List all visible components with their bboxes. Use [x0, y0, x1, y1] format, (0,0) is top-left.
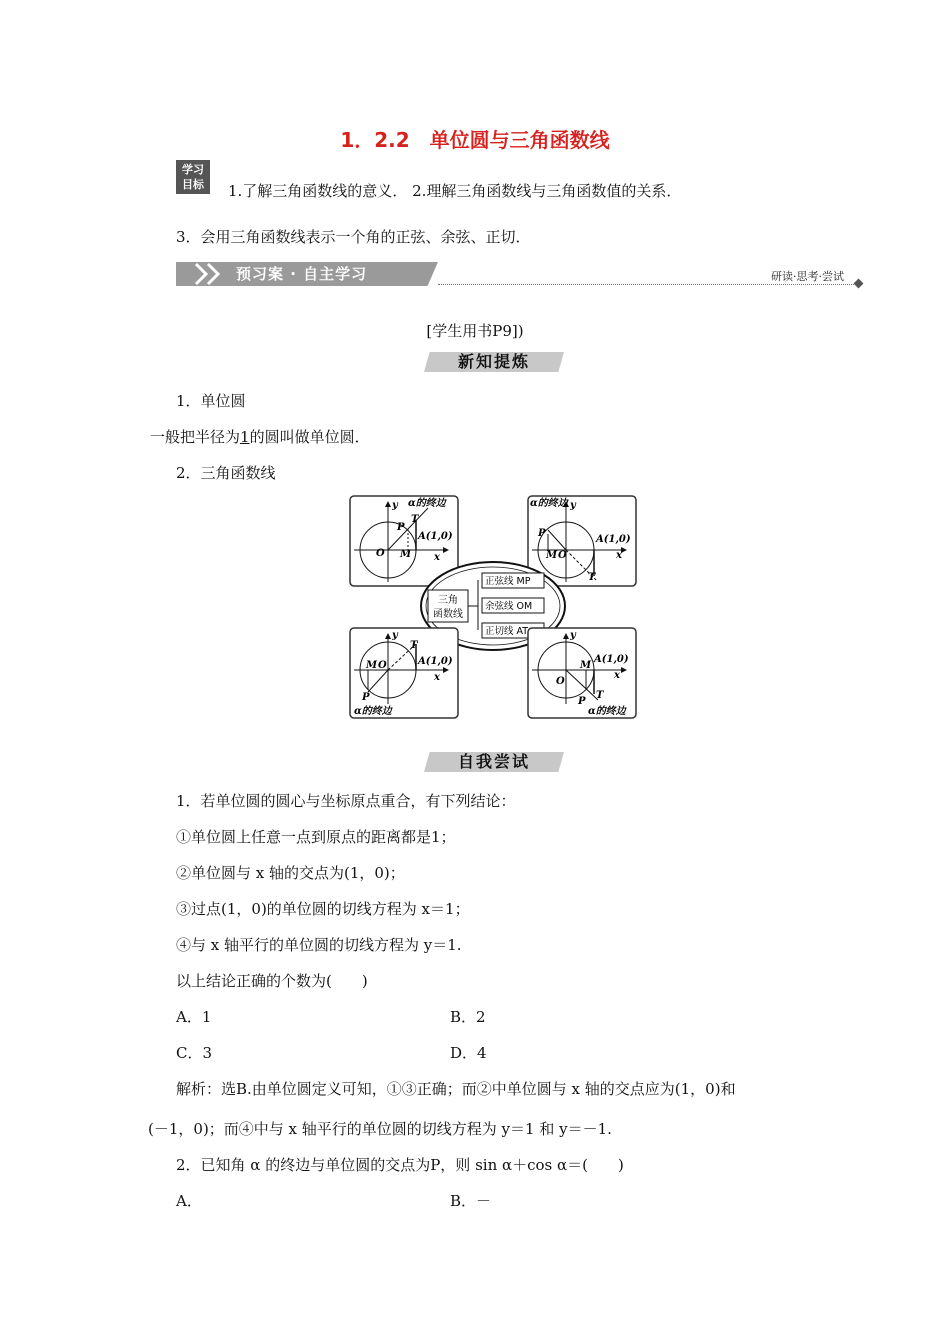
svg-text:O: O — [376, 548, 385, 559]
svg-text:O: O — [556, 676, 565, 687]
svg-text:T: T — [410, 640, 418, 651]
svg-text:O: O — [378, 660, 387, 671]
quadrant-4-panel — [528, 628, 636, 718]
svg-text:y: y — [392, 500, 398, 511]
svg-text:M: M — [580, 660, 592, 671]
svg-text:P: P — [397, 522, 405, 533]
terminal-label-4: α的终边 — [588, 706, 626, 717]
svg-text:T: T — [411, 514, 419, 525]
goal-line-2: 3．会用三角函数线表示一个角的正弦、余弦、正切． — [176, 228, 531, 246]
terminal-label-2: α的终边 — [530, 498, 568, 509]
q1-statement-2: ②单位圆与 x 轴的交点为(1，0)； — [176, 864, 405, 882]
q1-option-a: A．1 — [176, 1008, 212, 1026]
q1-statement-3: ③过点(1，0)的单位圆的切线方程为 x＝1； — [176, 900, 470, 918]
svg-text:A(1,0): A(1,0) — [594, 654, 629, 665]
badge-line-1: 学习 — [182, 163, 204, 176]
q2-stem: 2．已知角 α 的终边与单位圆的交点为P，则 sin α＋cos α＝( ) — [176, 1156, 624, 1174]
center-label-2: 函数线 — [433, 609, 463, 620]
banner-right-text: 研读·思考·尝试 — [771, 270, 844, 283]
svg-text:x: x — [614, 670, 620, 681]
knowledge-2-heading: 2．三角函数线 — [176, 464, 276, 482]
q1-statement-1: ①单位圆上任意一点到原点的距离都是1； — [176, 828, 456, 846]
q2-option-b: B．－ — [450, 1192, 492, 1210]
answer-blank: 1 — [240, 428, 250, 446]
q1-statement-4: ④与 x 轴平行的单位圆的切线方程为 y＝1. — [176, 936, 462, 954]
section-self-test — [424, 748, 564, 772]
chevron-right-icon — [194, 262, 228, 286]
banner-dotted-line — [438, 284, 856, 285]
badge-line-2: 目标 — [182, 178, 204, 191]
svg-text:x: x — [616, 550, 622, 561]
section-title: 自我尝试 — [457, 752, 530, 771]
q1-question: 以上结论正确的个数为( ) — [176, 972, 368, 990]
page-title: 1．2.2 单位圆与三角函数线 — [340, 128, 610, 152]
q1-option-b: B．2 — [450, 1008, 486, 1026]
tangent-line-label: 正切线 AT — [485, 626, 529, 637]
banner-label: 预习案 · 自主学习 — [236, 265, 368, 283]
svg-text:A(1,0): A(1,0) — [418, 531, 453, 542]
diamond-icon — [854, 279, 864, 289]
svg-text:T: T — [588, 572, 596, 583]
svg-text:P: P — [362, 692, 370, 703]
q1-solution-line-1: 解析：选B.由单位圆定义可知，①③正确；而②中单位圆与 x 轴的交点应为(1，0)和 — [176, 1080, 736, 1098]
center-label-1: 三角 — [438, 595, 458, 606]
cosine-line-label: 余弦线 OM — [485, 601, 533, 612]
svg-text:x: x — [434, 552, 440, 563]
goal-line-1: 1.了解三角函数线的意义． 2.理解三角函数线与三角函数值的关系． — [228, 182, 682, 200]
svg-text:x: x — [434, 672, 440, 683]
q1-option-d: D．4 — [450, 1044, 487, 1062]
q1-solution-line-2: (－1，0)；而④中与 x 轴平行的单位圆的切线方程为 y＝1 和 y＝－1. — [148, 1120, 612, 1138]
knowledge-1-heading: 1．单位圆 — [176, 392, 246, 410]
svg-text:M: M — [400, 549, 412, 560]
book-reference: [学生用书P9]) — [426, 322, 524, 340]
quadrant-1-panel — [350, 496, 458, 586]
knowledge-1-text: 一般把半径为1的圆叫做单位圆． — [150, 428, 370, 446]
svg-text:M: M — [366, 660, 378, 671]
svg-text:P: P — [578, 696, 586, 707]
section-new-knowledge — [424, 348, 564, 372]
q1-option-c: C．3 — [176, 1044, 213, 1062]
learning-goal-badge — [176, 160, 210, 194]
q1-stem: 1．若单位圆的圆心与坐标原点重合，有下列结论： — [176, 792, 516, 810]
svg-text:T: T — [596, 690, 604, 701]
trig-lines-diagram — [348, 494, 638, 720]
section-title: 新知提炼 — [457, 352, 530, 371]
quadrant-3-panel — [350, 628, 458, 718]
svg-text:M: M — [546, 550, 558, 561]
svg-text:A(1,0): A(1,0) — [596, 534, 631, 545]
svg-text:O: O — [558, 550, 567, 561]
svg-text:P: P — [538, 528, 546, 539]
sine-line-label: 正弦线 MP — [485, 576, 531, 587]
svg-text:y: y — [392, 630, 398, 641]
svg-text:y: y — [570, 630, 576, 641]
svg-text:y: y — [570, 500, 576, 511]
section-banner — [176, 258, 862, 288]
terminal-label-3: α的终边 — [354, 706, 392, 717]
q2-option-a: A． — [176, 1192, 202, 1210]
terminal-label-1: α的终边 — [408, 498, 446, 509]
svg-text:A(1,0): A(1,0) — [418, 656, 453, 667]
